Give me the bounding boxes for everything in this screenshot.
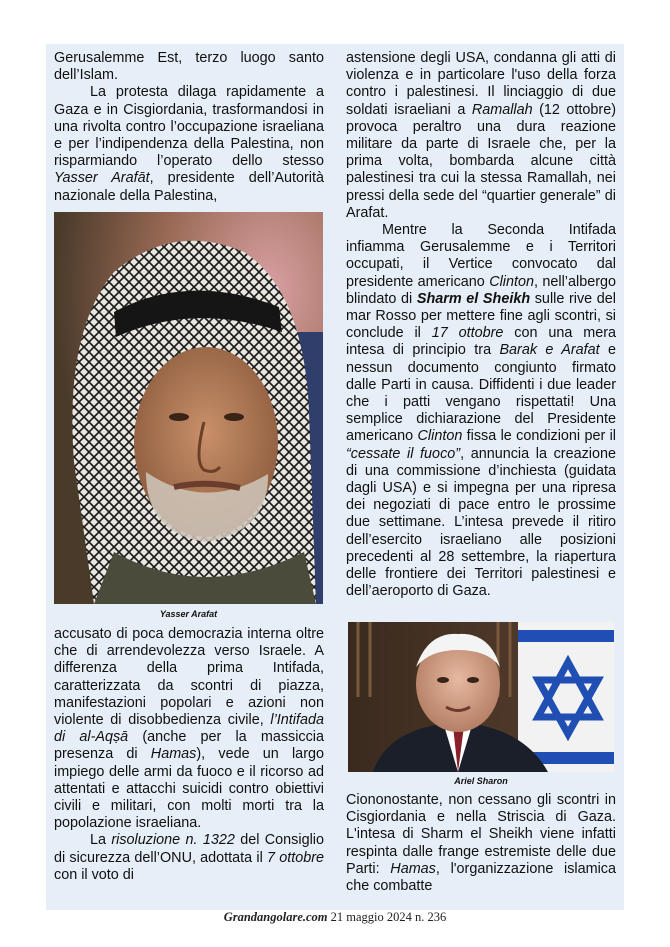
right-column-top (346, 50, 616, 601)
paragraph: accusato di poca democrazia interna oltre che di arrendevolezza verso Israele. A differenza della prima Intifada, caratterizzata da scontri di piazza, manifestazioni popolari e azioni non violente di disobbedienza civile, l’Intifada di al-Aqṣā (anche per la massiccia presenza di Hamas), vede un largo impiego delle armi da fuoco e il ricorso ad attentati e attacchi suicidi contro obiettivi civili e militari, con molti morti tra la popolazione israeliana. (54, 626, 324, 832)
issue-info: 21 maggio 2024 n. 236 (327, 910, 447, 924)
arafat-caption: Yasser Arafat (159, 609, 218, 619)
paragraph: Ciononostante, non cessano gli scontri in Cisgiordania e nella Striscia di Gaza. L'intesa di Sharm el Sheikh viene infatti respinta dalle frange estremiste delle due Parti: Hamas, l'organizzazione islamica che combatte (346, 792, 617, 895)
sharon-caption: Ariel Sharon (454, 776, 508, 786)
paragraph: Gerusalemme Est, terzo luogo santo dell’Islam. (54, 50, 324, 84)
site-name: Grandangolare.com (223, 910, 328, 924)
left-column-bottom (54, 626, 324, 884)
right-column-bottom (346, 792, 616, 895)
left-column-top (54, 50, 324, 205)
arafat-name: Yasser Arafāt (54, 170, 150, 187)
paragraph: Mentre la Seconda Intifada infiamma Gerusalemme e i Territori occupati, il Vertice convocato dal presidente americano Clinton, nell’albergo blindato di Sharm el Sheikh sulle rive del mar Rosso per mettere fine agli scontri, si conclude il 17 ottobre con una mera intesa di principio tra Barak e Arafat e nessun documento congiunto firmato dalle Parti in causa. Diffidenti i due leader che i patti vengano rispettati! Una semplice dichiarazione del Presidente americano Clinton fissa le condizioni per il “cessate il fuoco”, annuncia la creazione di una commissione d’inchiesta (guidata dagli USA) e si impegna per una ripresa dei negoziati di pace entro le prossime due settimane. L’intesa prevede il ritiro dell’esercito israeliano alle posizioni precedenti al 28 settembre, la riapertura delle frontiere dei Territori palestinesi e dell’aeroporto di Gaza. (346, 222, 617, 600)
sharon-photo (348, 622, 614, 772)
paragraph: La protesta dilaga rapidamente a Gaza e in Cisgiordania, trasformandosi in una rivolta contro l’occupazione israeliana e per l’indipendenza della Palestina, non risparmiando l’operato dello stesso Yasser Arafāt, presidente dell’Autorità nazionale della Palestina, (54, 84, 325, 204)
paragraph: La risoluzione n. 1322 del Consiglio di sicurezza dell’ONU, adottata il 7 ottobre con il voto di (54, 832, 324, 883)
arafat-photo (54, 212, 323, 604)
page-footer (0, 910, 670, 925)
paragraph: astensione degli USA, condanna gli atti di violenza e in particolare l'uso della forza contro i palestinesi. Il linciaggio di due soldati israeliani a Ramallah (12 ottobre) provoca peraltro una dura reazione militare da parte di Israele che, per la prima volta, bombarda alcune città palestinesi tra cui la stessa Ramallah, nei pressi della sede del “quartier generale” di Arafat. (346, 50, 616, 221)
